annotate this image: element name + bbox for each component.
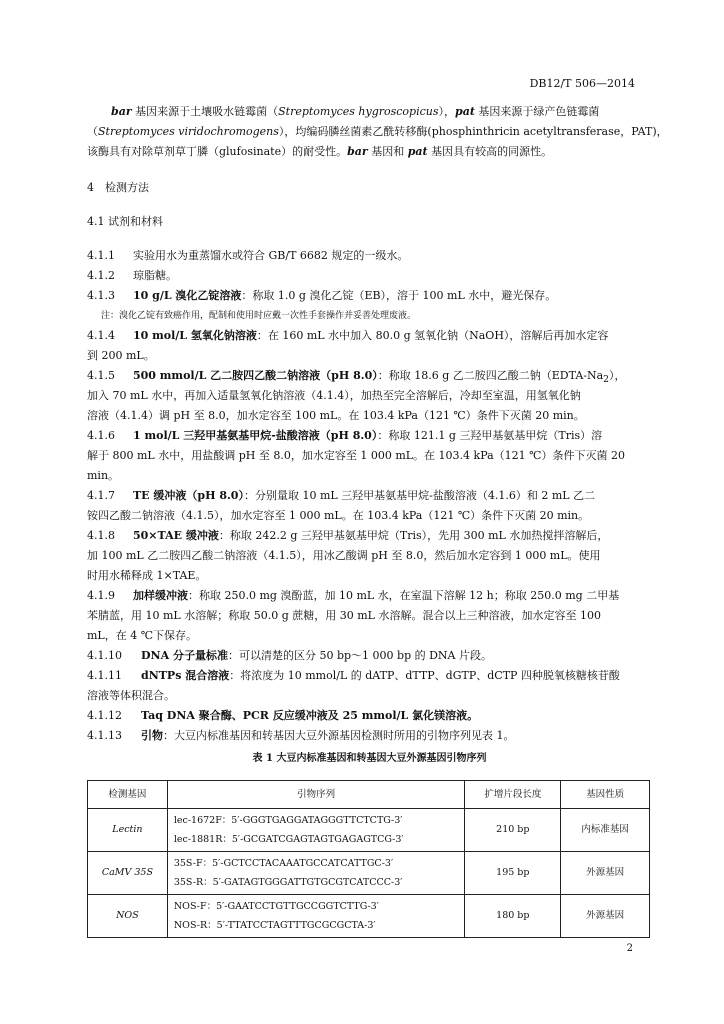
item-text-line: 加入 70 mL 水中，再加入适量氢氧化钠溶液（4.1.4），加热至完全溶解后，冷却至室温，用氢氧化钠 [87,389,581,402]
item-text-line: 到 200 mL。 [87,349,155,362]
table-header-cell: 基因性质 [561,781,650,809]
item-text: ：称取 18.6 g 乙二胺四乙酸二钠（EDTA-Na [377,369,604,382]
item-text: ：称取 250.0 mg 溴酚蓝，加 10 mL 水，在室温下溶解 12 h；称取 250.0 mg 二甲基 [188,589,620,602]
document-body [87,102,668,938]
item-4-1-7 [87,486,652,506]
item-term: 50×TAE 缓冲液 [133,529,219,542]
table-header-row [88,781,650,809]
primer-cell [167,895,465,938]
item-term: 引物 [141,729,163,742]
gene-cell: Lectin [88,809,168,852]
item-number: 4.1.8 [87,529,115,542]
item-4-1-12 [87,706,652,726]
item-text-line: min。 [87,469,120,482]
item-text-line: 溶液（4.1.4）调 pH 至 8.0，加水定容至 100 mL。在 103.4 kPa（121 ℃）条件下灭菌 20 min。 [87,409,585,422]
item-text-line: 苯腈蓝，用 10 mL 水溶解；称取 50.0 g 蔗糖，用 30 mL 水溶解。混合以上三种溶液，加水定容至 100 [87,609,601,622]
item-number: 4.1.10 [87,649,122,662]
item-4-1-8 [87,526,652,546]
length-cell: 180 bp [465,895,561,938]
item-number: 4.1.6 [87,429,115,442]
item-number: 4.1.9 [87,589,115,602]
item-number: 4.1.1 [87,249,115,262]
gene-pat: pat [455,105,475,118]
intro-text: 该酶具有对除草剂草丁膦（glufosinate）的耐受性。 [87,145,348,158]
item-number: 4.1.2 [87,269,115,282]
item-4-1-9 [87,586,652,606]
item-4-1-11 [87,666,652,686]
section-number: 4 [87,181,94,194]
type-cell: 外源基因 [561,852,650,895]
item-text-line: 加 100 mL 乙二胺四乙酸二钠溶液（4.1.5），用冰乙酸调 pH 至 8.0，然后加水定容到 1 000 mL。使用 [87,549,601,562]
item-text-line: 铵四乙酸二钠溶液（4.1.5），加水定容至 1 000 mL。在 103.4 kPa（121 ℃）条件下灭菌 20 min。 [87,509,590,522]
gene-cell: CaMV 35S [88,852,168,895]
item-4-1-6 [87,426,652,446]
item-4-1-5 [87,366,652,386]
item-text: ：分别量取 10 mL 三羟甲基氨基甲烷-盐酸溶液（4.1.6）和 2 mL 乙二 [243,489,596,502]
item-4-1-1 [87,246,652,266]
intro-line-1 [87,102,652,122]
table-row [88,809,650,852]
standard-code: DB12/T 506—2014 [529,77,635,90]
gene-bar: bar [347,145,368,158]
table-row [88,895,650,938]
subscript: 2 [603,374,609,386]
primer-table [87,780,650,938]
item-term: dNTPs 混合溶液 [141,669,230,682]
item-text: ：称取 242.2 g 三羟甲基氨基甲烷（Tris），先用 300 mL 水加热搅拌溶解后， [218,529,609,542]
length-cell: 210 bp [465,809,561,852]
item-term: 500 mmol/L 乙二胺四乙酸二钠溶液（pH 8.0） [133,369,378,382]
item-text-line: 溶液等体积混合。 [87,689,175,702]
item-term: Taq DNA 聚合酶、PCR 反应缓冲液及 25 mmol/L 氯化镁溶液。 [141,709,479,722]
intro-text: ）， [438,105,455,118]
primer-forward: NOS-F：5′-GAATCCTGTTGCCGGTCTTG-3′ [173,901,379,912]
intro-text: 基因来源于土壤吸水链霉菌（ [131,105,279,118]
intro-text: （ [87,125,98,138]
table-header-cell: 检测基因 [88,781,168,809]
type-cell: 外源基因 [561,895,650,938]
gene-bar: bar [111,105,132,118]
intro-line-3 [87,142,652,162]
table-caption: 表 1 大豆内标准基因和转基因大豆外源基因引物序列 [252,753,487,764]
item-4-1-10 [87,646,652,666]
item-note: 注：溴化乙锭有致癌作用，配制和使用时应戴一次性手套操作并妥善处理废液。 [101,311,417,321]
item-number: 4.1.4 [87,329,115,342]
gene-cell: NOS [88,895,168,938]
item-text-line: 时用水稀释成 1×TAE。 [87,569,207,582]
section-4-1-heading [87,212,652,232]
gene-pat: pat [407,145,428,158]
primer-forward: 35S-F：5′-GCTCCTACAAATGCCATCATTGC-3′ [173,858,394,869]
primer-reverse: lec-1881R：5′-GCGATCGAGTAGTGAGAGTCG-3′ [173,834,404,845]
table-row [88,852,650,895]
intro-text: 基因具有较高的同源性。 [427,145,553,158]
item-text: ：称取 1.0 g 溴化乙锭（EB），溶于 100 mL 水中，避光保存。 [241,289,557,302]
species-name: Streptomyces viridochromogens [98,125,279,138]
item-number: 4.1.11 [87,669,122,682]
item-text-line: mL，在 4 ℃下保存。 [87,629,198,642]
item-term: 加样缓冲液 [133,589,188,602]
item-text: ：大豆内标准基因和转基因大豆外源基因检测时所用的引物序列见表 1。 [163,729,515,742]
primer-reverse: 35S-R：5′-GATAGTGGGATTGTGCGTCATCCC-3′ [173,877,403,888]
primer-forward: lec-1672F：5′-GGGTGAGGATAGGGTTCTCTG-3′ [173,815,403,826]
item-term: DNA 分子量标准 [141,649,228,662]
item-number: 4.1.7 [87,489,115,502]
item-4-1-13 [87,726,652,746]
item-4-1-4 [87,326,652,346]
item-text: ：可以清楚的区分 50 bp～1 000 bp 的 DNA 片段。 [227,649,492,662]
primer-cell [167,809,465,852]
section-title: 试剂和材料 [108,215,163,228]
item-text: ：在 160 mL 水中加入 80.0 g 氢氧化钠（NaOH），溶解后再加水定容 [256,329,609,342]
item-text: ：称取 121.1 g 三羟甲基氨基甲烷（Tris）溶 [377,429,603,442]
item-text: 琼脂糖。 [133,269,177,282]
intro-text: ），均编码膦丝菌素乙酰转移酶(phosphinthricin acetyltransferase，PAT)， [278,125,668,138]
section-number: 4.1 [87,215,105,228]
length-cell: 195 bp [465,852,561,895]
item-text: ：将浓度为 10 mmol/L 的 dATP、dTTP、dGTP、dCTP 四种脱氧核糖核苷酸 [229,669,620,682]
page-number: 2 [626,943,633,954]
item-number: 4.1.5 [87,369,115,382]
item-number: 4.1.13 [87,729,122,742]
intro-text: 基因来源于绿产色链霉菌 [474,105,600,118]
item-text: 实验用水为重蒸馏水或符合 GB/T 6682 规定的一级水。 [133,249,409,262]
primer-cell [167,852,465,895]
type-cell: 内标准基因 [561,809,650,852]
intro-text: 基因和 [367,145,408,158]
item-number: 4.1.3 [87,289,115,302]
item-4-1-3 [87,286,652,306]
item-term: TE 缓冲液（pH 8.0） [133,489,244,502]
table-header-cell: 扩增片段长度 [465,781,561,809]
item-term: 10 mol/L 氢氧化钠溶液 [133,329,257,342]
item-term: 10 g/L 溴化乙锭溶液 [133,289,242,302]
item-number: 4.1.12 [87,709,122,722]
item-term: 1 mol/L 三羟甲基氨基甲烷-盐酸溶液（pH 8.0） [133,429,378,442]
primer-reverse: NOS-R：5′-TTATCCTAGTTTGCGCGCTA-3′ [173,920,376,931]
section-title: 检测方法 [105,181,149,194]
table-header-cell: 引物序列 [167,781,465,809]
species-name: Streptomyces hygroscopicus [278,105,439,118]
item-text: ）， [609,369,626,382]
intro-line-2 [87,122,668,142]
item-text-line: 解于 800 mL 水中，用盐酸调 pH 至 8.0，加水定容至 1 000 mL。在 103.4 kPa（121 ℃）条件下灭菌 20 [87,449,625,462]
section-4-heading [87,178,652,198]
item-4-1-2 [87,266,652,286]
